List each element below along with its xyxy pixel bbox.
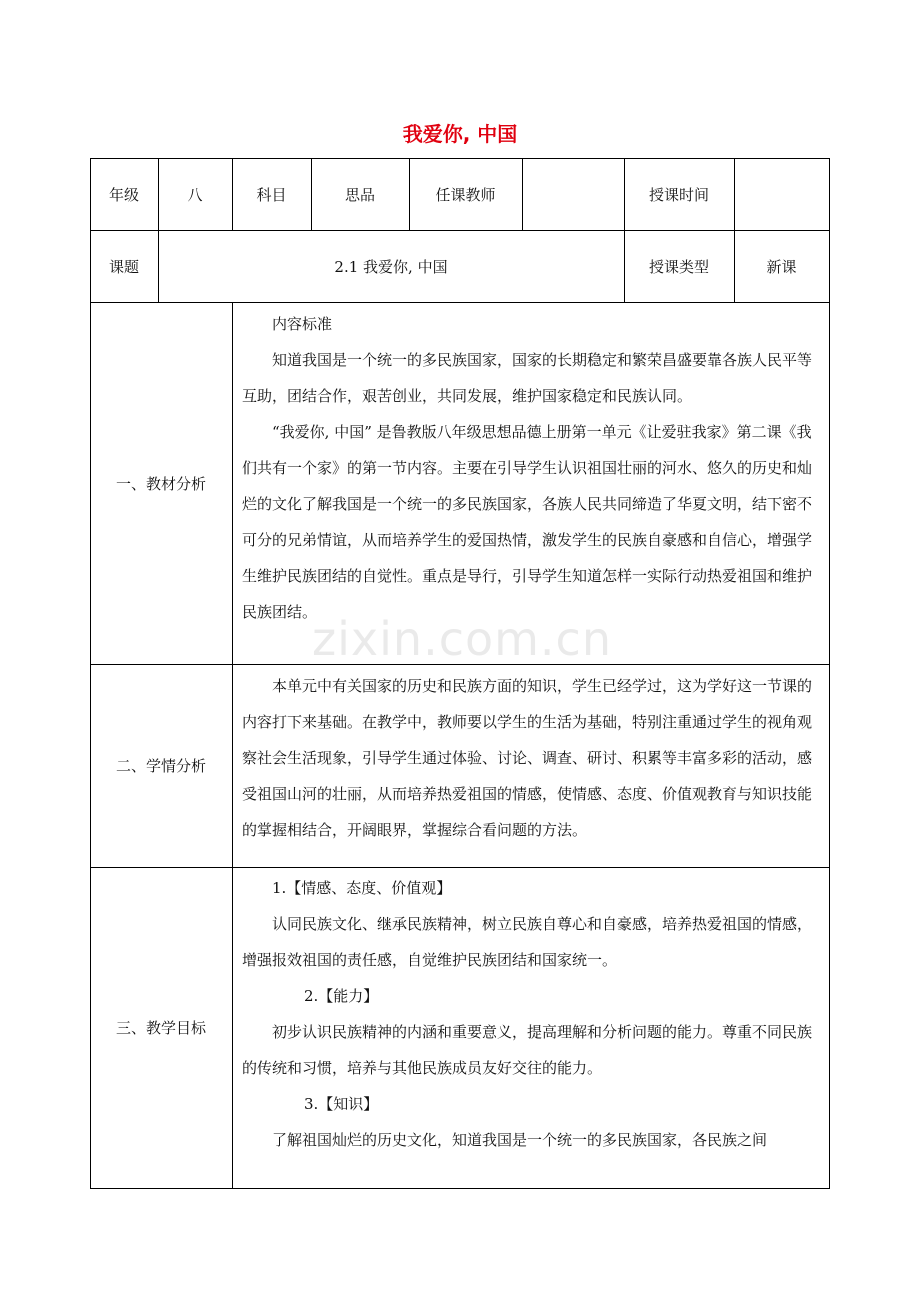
watermark: zixin.com.cn: [311, 612, 613, 666]
section-content-teaching-goals: [242, 870, 826, 1158]
content-standard-heading: 内容标准: [272, 315, 333, 333]
paragraph: 本单元中有关国家的历史和民族方面的知识，学生已经学过，这为学好这一节课的内容打下来基础。在教学中，教师要以学生的生活为基础，特别注重通过学生的视角观察社会生活现象，引导学生通过体验、讨论、调查、研讨、积累等丰富多彩的活动，感受祖国山河的壮丽，从而培养热爱祖国的情感，使情感、态度、价值观教育与知识技能的掌握相结合，开阔眼界，掌握综合看问题的方法。: [242, 677, 813, 839]
teacher-label: 任课教师: [435, 185, 496, 204]
goal-heading-attitude: 1.【情感、态度、价值观】: [272, 879, 452, 897]
section-label-teaching-goals: 三、教学目标: [115, 1019, 206, 1037]
goal-heading-ability: 2.【能力】: [304, 987, 379, 1005]
grade-label: 年级: [108, 185, 139, 204]
time-label: 授课时间: [648, 185, 709, 204]
type-label: 授课类型: [648, 257, 709, 276]
paragraph: 初步认识民族精神的内涵和重要意义，提高理解和分析问题的能力。尊重不同民族的传统和习惯，培养与其他民族成员友好交往的能力。: [242, 1023, 813, 1077]
subject-value: 思品: [344, 185, 375, 204]
grade-value: 八: [187, 185, 203, 204]
teacher-value: [522, 158, 624, 230]
section-label-textbook-analysis: 一、教材分析: [115, 474, 206, 493]
time-value: [734, 158, 829, 230]
paragraph: 了解祖国灿烂的历史文化，知道我国是一个统一的多民族国家，各民族之间: [272, 1131, 768, 1149]
paragraph: 知道我国是一个统一的多民族国家，国家的长期稳定和繁荣昌盛要靠各族人民平等互助，团结合作，艰苦创业，共同发展，维护国家稳定和民族认同。: [242, 351, 813, 405]
paragraph: 认同民族文化、继承民族精神，树立民族自尊心和自豪感，培养热爱祖国的情感，增强报效祖国的责任感，自觉维护民族团结和国家统一。: [242, 915, 813, 969]
paragraph: “我爱你, 中国” 是鲁教版八年级思想品德上册第一单元《让爱驻我家》第二课《我们共有一个家》的第一节内容。主要在引导学生认识祖国壮丽的河水、悠久的历史和灿烂的文化了解我国是一个统一的多民族国家，各族人民共同缔造了华夏文明，结下密不可分的兄弟情谊，从而培养学生的爱国热情，激发学生的民族自豪感和自信心，增强学生维护民族团结的自觉性。重点是导行，引导学生知道怎样一实际行动热爱祖国和维护民族团结。: [242, 423, 813, 621]
goal-heading-knowledge: 3.【知识】: [304, 1095, 379, 1113]
subject-label: 科目: [256, 185, 287, 204]
type-value: 新课: [766, 257, 797, 276]
document-title: 我爱你, 中国: [402, 122, 518, 146]
topic-value: 2.1 我爱你, 中国: [334, 257, 448, 276]
section-content-student-analysis: [242, 668, 826, 848]
topic-label: 课题: [108, 257, 139, 276]
section-label-student-analysis: 二、学情分析: [115, 757, 206, 775]
section-content-textbook-analysis: [242, 306, 826, 630]
